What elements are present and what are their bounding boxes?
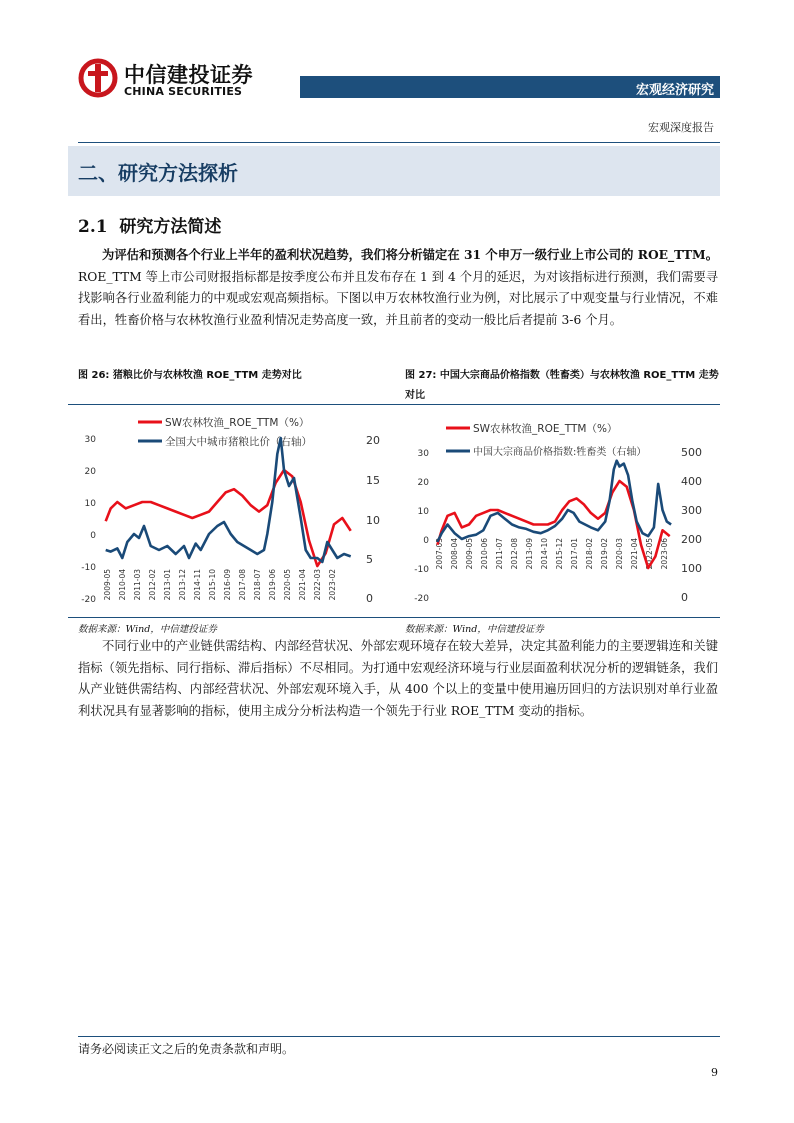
header-divider — [78, 142, 720, 143]
chart2-x-tick: 2014-10 — [540, 538, 549, 570]
chart2-yleft-tick: -20 — [414, 594, 429, 604]
chart2-yleft-tick: 30 — [417, 449, 429, 459]
chart2-legend — [446, 422, 646, 458]
chart1-legend — [138, 416, 312, 448]
chart2-yleft-tick: 10 — [417, 507, 429, 517]
chart2-yleft-tick: 20 — [417, 478, 429, 488]
chart2-series-line-index — [437, 461, 671, 542]
chart2-yleft-tick: 0 — [423, 536, 429, 546]
figure-bottom-divider — [68, 617, 720, 618]
chart1-x-tick: 2022-03 — [313, 569, 322, 601]
chart1-y-right-axis — [366, 434, 380, 605]
chart1-series-line-roe — [106, 470, 351, 566]
chart2-legend-label-roe: SW农林牧渔_ROE_TTM（%） — [473, 423, 618, 435]
figure-top-divider — [68, 404, 720, 405]
chart1-x-tick: 2013-01 — [163, 569, 172, 601]
chart2-x-tick: 2010-06 — [480, 538, 489, 570]
body-paragraph-1 — [78, 244, 718, 331]
chart1-series-layer — [106, 438, 351, 566]
chart1-legend-label-pig-grain: 全国大中城市猪粮比价（右轴） — [165, 436, 312, 448]
chart2-x-tick: 2017-01 — [570, 538, 579, 570]
chart2-yright-tick: 200 — [681, 533, 702, 546]
chart2-x-tick: 2011-07 — [495, 538, 504, 570]
paragraph-lead: 为评估和预测各个行业上半年的盈利状况趋势，我们将分析锚定在 31 个申万一级行业上市公司的 ROE_TTM。 — [102, 247, 718, 262]
chart2-yright-tick: 400 — [681, 475, 702, 488]
paragraph-body: ROE_TTM 等上市公司财报指标都是按季度公布并且发布存在 1 到 4 个月的延迟，为对该指标进行预测，我们需要寻找影响各行业盈利能力的中观或宏观高频指标。下图以申万农林牧渔行业为例，对比展示了中观变量与行业情况，不难看出，牲畜价格与农林牧渔行业盈利情况走势高度一致，并且前者的变动一般比后者提前 3-6 个月。 — [78, 269, 718, 327]
chart1-yright-tick: 5 — [366, 553, 373, 566]
chart1-x-tick: 2018-07 — [253, 569, 262, 601]
chart1-yright-tick: 0 — [366, 592, 373, 605]
chart2-yright-tick: 500 — [681, 446, 702, 459]
chart2-x-tick: 2018-02 — [585, 538, 594, 570]
chart1-x-tick: 2010-04 — [118, 569, 127, 601]
figure-27-chart — [398, 408, 718, 613]
body-paragraph-2: 不同行业中的产业链供需结构、内部经营状况、外部宏观环境存在较大差异，决定其盈利能力的主要逻辑连和关键指标（领先指标、同行指标、滞后指标）不尽相同。为打通中宏观经济环境与行业层面盈利状况分析的逻辑链条，我们从产业链供需结构、内部经营状况、外部宏观环境入手，从 400 个以上的变量中使用遍历回归的方法识别对单行业盈利状况具有显著影响的指标，使用主成分分析法构造一个领先于行业 ROE_TTM 变动的指标。 — [78, 639, 718, 718]
chart2-x-tick: 2009-05 — [465, 538, 474, 570]
page-number: 9 — [711, 1066, 718, 1079]
chart1-x-tick: 2015-10 — [208, 569, 217, 601]
chart1-yright-tick: 15 — [366, 474, 380, 487]
chart1-x-tick: 2013-12 — [178, 569, 187, 601]
subsection-label: 研究方法简述 — [119, 217, 222, 237]
chart1-x-tick: 2020-05 — [283, 569, 292, 601]
chart1-yleft-tick: 10 — [84, 499, 96, 509]
chart1-x-tick: 2019-06 — [268, 569, 277, 601]
figure-27-caption: 图 27: 中国大宗商品价格指数（牲畜类）与农林牧渔 ROE_TTM 走势对比 — [405, 370, 719, 401]
chart1-x-tick: 2011-03 — [133, 569, 142, 601]
chart1-x-tick: 2023-02 — [328, 569, 337, 601]
figure-26-caption: 图 26: 猪粮比价与农林牧渔 ROE_TTM 走势对比 — [78, 370, 302, 381]
disclaimer-text: 请务必阅读正文之后的免责条款和声明。 — [78, 1042, 295, 1056]
chart1-x-tick: 2012-02 — [148, 569, 157, 601]
chart2-legend-label-livestock: 中国大宗商品价格指数:牲畜类（右轴） — [473, 447, 647, 458]
chart1-x-tick: 2017-08 — [238, 569, 247, 601]
chart2-yright-tick: 100 — [681, 562, 702, 575]
chart2-x-tick: 2020-03 — [615, 538, 624, 570]
subsection-number: 2.1 — [78, 217, 108, 237]
chart2-x-tick: 2015-12 — [555, 538, 564, 570]
chart2-x-tick: 2008-04 — [450, 538, 459, 570]
chart2-x-tick: 2022-05 — [645, 538, 654, 570]
figure-26-source: 数据来源：Wind，中信建投证券 — [78, 624, 217, 635]
logo-chinese-name: 中信建投证券 — [124, 63, 253, 87]
chart1-legend-label-roe: SW农林牧渔_ROE_TTM（%） — [165, 417, 310, 429]
chart1-y-left-axis — [81, 435, 96, 605]
logo-mark-icon — [78, 58, 118, 98]
chart1-yleft-tick: 0 — [90, 531, 96, 541]
logo-english-name: CHINA SECURITIES — [124, 85, 243, 98]
figure-26-chart — [70, 408, 385, 613]
chart2-yright-tick: 300 — [681, 504, 702, 517]
chart1-yleft-tick: -20 — [81, 595, 96, 605]
chart2-x-tick: 2012-08 — [510, 538, 519, 570]
chart1-x-tick: 2009-05 — [103, 569, 112, 601]
chart1-x-tick: 2016-09 — [223, 569, 232, 601]
chart2-x-tick: 2023-06 — [660, 538, 669, 570]
chart1-yright-tick: 10 — [366, 514, 380, 527]
subsection-title — [78, 212, 221, 237]
chart1-yleft-tick: 30 — [84, 435, 96, 445]
header-section-label: 宏观经济研究 — [635, 83, 714, 98]
company-logo — [78, 58, 288, 102]
chart2-yleft-tick: -10 — [414, 565, 429, 575]
chart1-yleft-tick: -10 — [81, 563, 96, 573]
figure-27-source: 数据来源：Wind，中信建投证券 — [405, 624, 544, 635]
chart2-y-left-axis — [414, 449, 429, 604]
chart1-x-tick: 2021-04 — [298, 569, 307, 601]
chart1-x-axis — [103, 569, 337, 601]
chart1-series-line-index — [106, 438, 351, 562]
chart2-x-tick: 2013-09 — [525, 538, 534, 570]
chart1-yright-tick: 20 — [366, 434, 380, 447]
chart2-yright-tick: 0 — [681, 591, 688, 604]
chart2-x-tick: 2007-03 — [435, 538, 444, 570]
report-type-label: 宏观深度报告 — [648, 121, 714, 134]
chart2-x-tick: 2019-02 — [600, 538, 609, 570]
chart2-y-right-axis — [681, 446, 702, 604]
chart2-x-axis — [435, 538, 669, 570]
chart1-yleft-tick: 20 — [84, 467, 96, 477]
chart2-x-tick: 2021-04 — [630, 538, 639, 570]
chart1-x-tick: 2014-11 — [193, 569, 202, 601]
footer-divider — [78, 1036, 720, 1037]
section-title: 二、研究方法探析 — [78, 161, 238, 185]
